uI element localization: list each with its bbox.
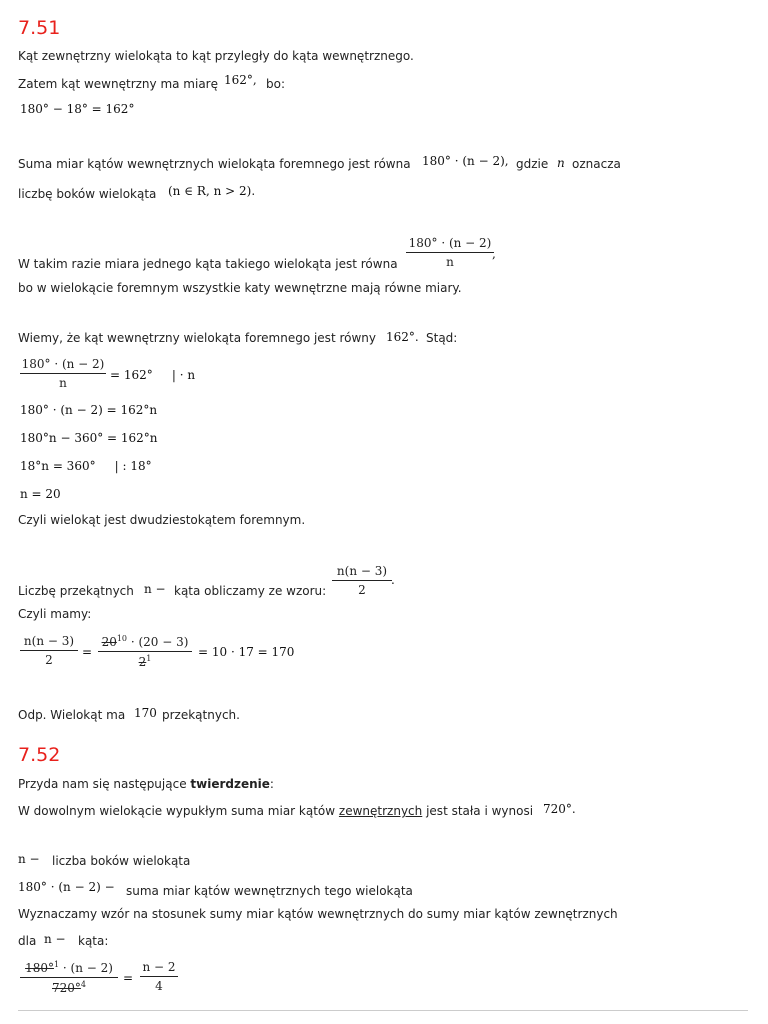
fraction-denominator: n (446, 255, 454, 269)
fraction (98, 634, 192, 669)
text: Przyda nam się następujące (18, 777, 187, 791)
divider (18, 1010, 748, 1011)
reduced-value: 1 (53, 960, 60, 969)
paragraph: przekątnych. (162, 708, 240, 722)
paragraph (18, 804, 533, 818)
fraction-numerator: n − 2 (142, 960, 176, 974)
paragraph: Stąd: (426, 331, 458, 345)
equation: 18°n = 360° | : 18° (20, 459, 152, 473)
fraction-denominator: 2 (358, 583, 366, 597)
paragraph: liczbę boków wielokąta (18, 187, 157, 201)
fraction (332, 564, 392, 597)
math-inline: . (391, 573, 395, 587)
math-inline: n (557, 156, 565, 170)
fraction (20, 960, 118, 995)
paragraph: Wyznaczamy wzór na stosunek sumy miar kątów wewnętrznych do sumy miar kątów zewnętrznych (18, 907, 618, 921)
paragraph: bo: (266, 77, 286, 91)
paragraph: Kąt zewnętrzny wielokąta to kąt przyległy do kąta wewnętrznego. (18, 49, 414, 63)
equation: 180° − 18° = 162° (20, 102, 135, 116)
text: : (269, 777, 274, 791)
fraction-numerator: 180° · (n − 2) (408, 236, 492, 250)
text: jest stała i wynosi (426, 804, 534, 818)
fraction-numerator (20, 960, 118, 975)
equation: n = 20 (20, 487, 61, 501)
math-inline: 720°. (543, 802, 576, 816)
paragraph: dla (18, 934, 37, 948)
paragraph: kąta: (78, 934, 109, 948)
fraction (406, 236, 494, 269)
equation: 180°n − 360° = 162°n (20, 431, 158, 445)
math-inline: , (492, 247, 496, 261)
paragraph: Czyli wielokąt jest dwudziestokątem foremnym. (18, 513, 306, 527)
paragraph: W takim razie miara jednego kąta takiego wielokąta jest równa (18, 257, 398, 271)
fraction-denominator: 4 (155, 979, 163, 993)
fraction-numerator: 180° · (n − 2) (21, 357, 105, 371)
paragraph: Liczbę przekątnych (18, 584, 134, 598)
math-inline: 162°, (224, 73, 257, 87)
bold-term: twierdzenie (190, 777, 270, 791)
section-title-7-52: 7.52 (18, 744, 61, 766)
cancelled-term: 2 (138, 655, 147, 669)
math-inline: n − (44, 932, 66, 946)
fraction (20, 357, 106, 390)
cancelled-term: 20 (101, 635, 117, 649)
math-inline: n − (144, 582, 166, 596)
math-inline: 170 (134, 706, 157, 720)
fraction (20, 634, 78, 667)
paragraph: Suma miar kątów wewnętrznych wielokąta foremnego jest równa (18, 157, 411, 171)
section-title-7-51: 7.51 (18, 17, 61, 39)
reduced-value: 4 (80, 980, 86, 989)
paragraph: bo w wielokącie foremnym wszystkie katy wewnętrzne mają równe miary. (18, 281, 462, 295)
term: · (n − 2) (59, 961, 113, 975)
paragraph: gdzie (516, 157, 549, 171)
paragraph: liczba boków wielokąta (52, 854, 191, 868)
fraction-denominator (20, 980, 118, 995)
math-inline: 180° · (n − 2), (422, 154, 509, 168)
equation: = 162° | · n (110, 368, 196, 382)
paragraph: Wiemy, że kąt wewnętrzny wielokąta foremnego jest równy (18, 331, 376, 345)
equals-sign: = (82, 645, 93, 659)
equation: 180° · (n − 2) = 162°n (20, 403, 158, 417)
reduced-value: 1 (146, 654, 152, 663)
paragraph: Odp. Wielokąt ma (18, 708, 126, 722)
math-inline: 180° · (n − 2) − (18, 880, 115, 894)
fraction-denominator (98, 654, 192, 669)
reduced-value: 10 (116, 634, 128, 643)
cancelled-term: 720° (52, 981, 81, 995)
fraction-numerator (98, 634, 192, 649)
math-inline: (n ∈ R, n > 2). (168, 184, 256, 198)
paragraph: Czyli mamy: (18, 607, 92, 621)
cancelled-term: 180° (25, 961, 54, 975)
equation: = 10 · 17 = 170 (198, 645, 295, 659)
term: · (20 − 3) (127, 635, 189, 649)
fraction-numerator: n(n − 3) (336, 564, 388, 578)
fraction-denominator: 2 (45, 653, 53, 667)
fraction-numerator: n(n − 3) (23, 634, 75, 648)
fraction (140, 960, 178, 993)
fraction-denominator: n (59, 376, 67, 390)
paragraph (18, 777, 274, 791)
paragraph: oznacza (572, 157, 621, 171)
text: W dowolnym wielokącie wypukłym suma miar kątów (18, 804, 336, 818)
math-inline: 162°. (386, 330, 419, 344)
paragraph: suma miar kątów wewnętrznych tego wielokąta (126, 884, 413, 898)
math-inline: n − (18, 852, 40, 866)
underlined-term: zewnętrznych (338, 804, 423, 818)
equals-sign: = (123, 971, 134, 985)
paragraph: Zatem kąt wewnętrzny ma miarę (18, 77, 218, 91)
paragraph: kąta obliczamy ze wzoru: (174, 584, 327, 598)
